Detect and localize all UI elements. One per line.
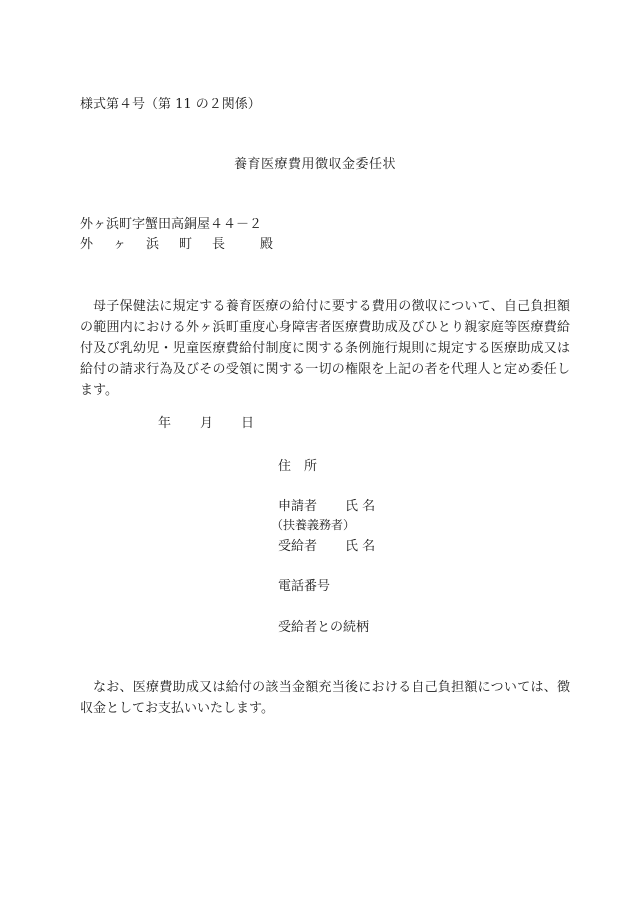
recipient-char: 長 [212,237,226,252]
form-number: 様式第４号（第 11 の２関係） [80,97,261,112]
recipient-name-label: 氏 名 [345,539,376,554]
date-day: 日 [241,416,255,431]
date-line [158,416,254,432]
guardian-note: （扶養義務者） [271,518,356,532]
closing-note: なお、医療費助成又は給付の該当金額充当後における自己負担額については、徴収金としてお支払いいたします。 [80,680,570,716]
recipient-char: 浜 [146,237,160,252]
recipient-honorific: 殿 [260,237,274,252]
delegate-address: 外ヶ浜町字蟹田高銅屋４４－２ [80,217,263,232]
recipient-label: 受給者 [278,539,318,554]
delegation-body: 母子保健法に規定する養育医療の給付に要する費用の徴収について、自己負担額の範囲内における外ヶ浜町重度心身障害者医療費助成及びひとり親家庭等医療費給付及び乳幼児・児童医療費給付制度に関する条例施行規則に規定する医療助成又は給付の請求行為及びその受領に関する一切の権限を上記の者を代理人と定め委任します。 [80,299,570,398]
recipient-char: 外 [80,237,94,252]
date-month: 月 [200,416,214,431]
relation-label: 受給者との続柄 [278,620,370,635]
recipient-char: 町 [179,237,193,252]
date-year: 年 [158,416,172,431]
recipient-char: ヶ [113,237,127,252]
document-title: 養育医療費用徴収金委任状 [233,157,396,172]
phone-label: 電話番号 [278,579,331,594]
applicant-name-label: 氏 名 [345,499,376,514]
recipient-line [80,237,273,253]
address-label: 住 所 [278,459,318,474]
applicant-label: 申請者 [278,499,318,514]
